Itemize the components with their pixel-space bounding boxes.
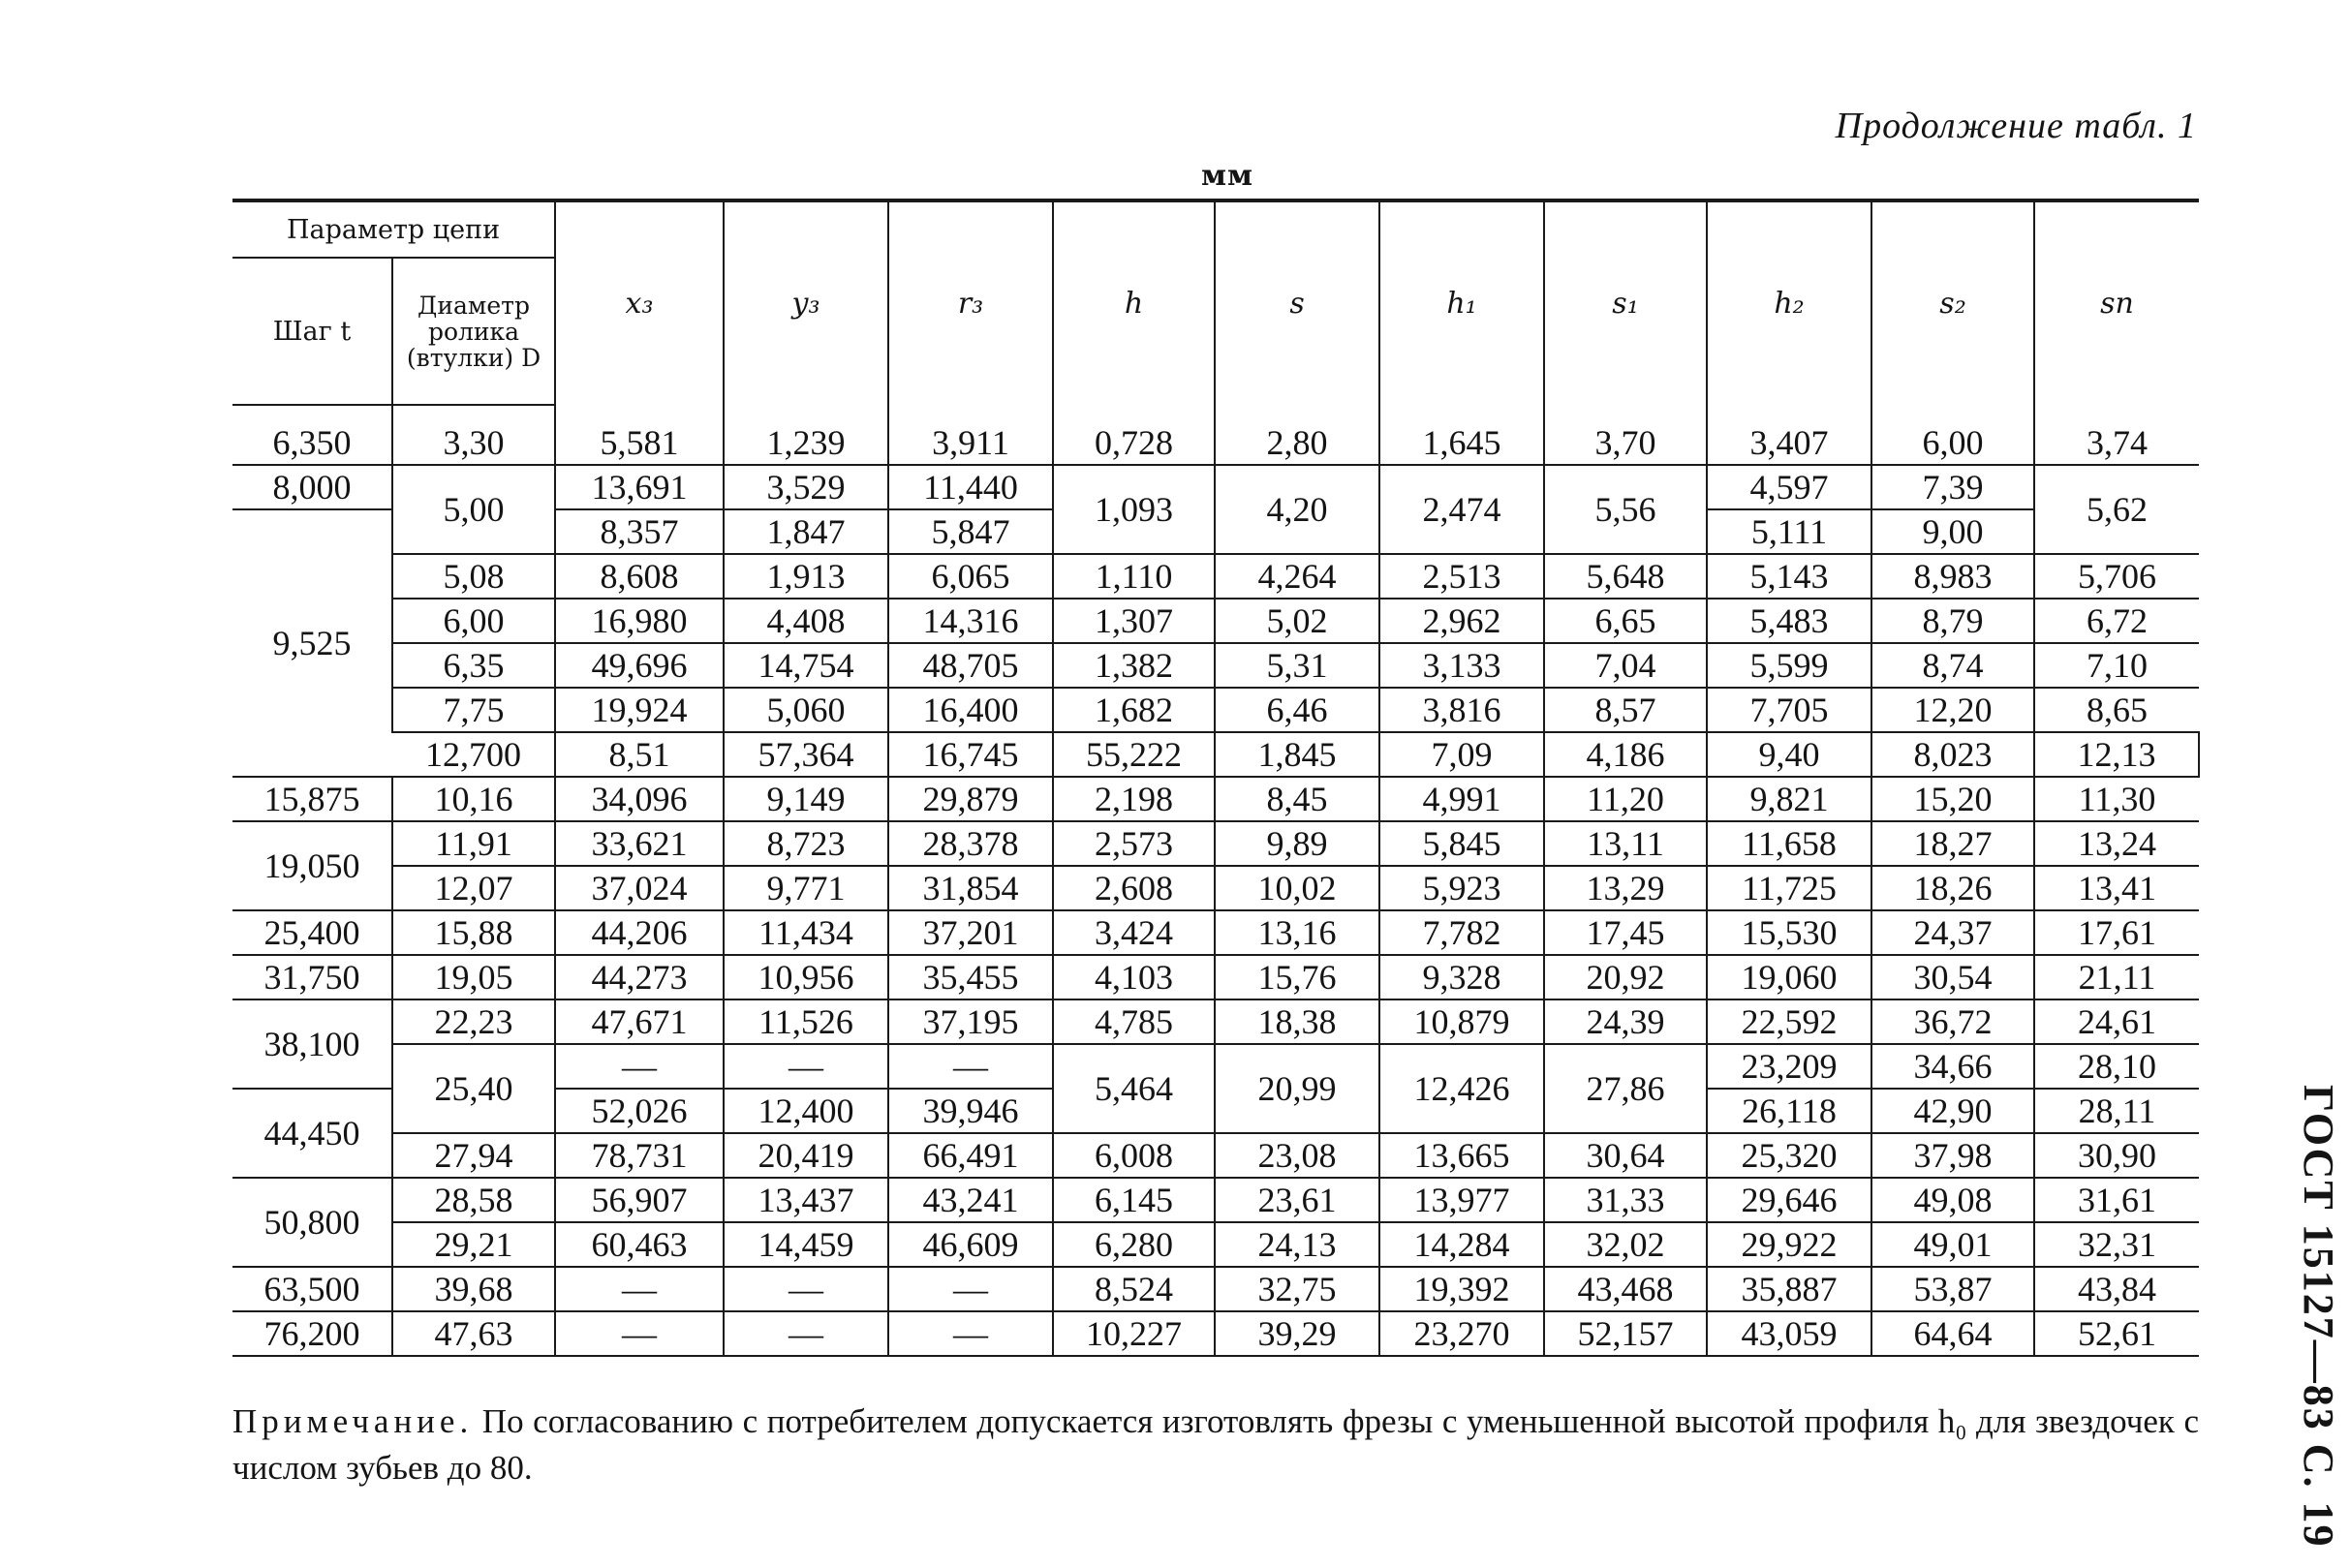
- sn-cell: 28,10: [2034, 1044, 2199, 1089]
- x3-cell: 8,608: [555, 554, 724, 599]
- s2-cell: 42,90: [1871, 1089, 2034, 1133]
- table-row: [232, 643, 2199, 688]
- table-row: [232, 999, 2199, 1044]
- s2-cell: 37,98: [1871, 1133, 2034, 1178]
- h-cell: 1,682: [1053, 688, 1215, 732]
- r3-cell: 46,609: [888, 1222, 1053, 1267]
- s-cell: 5,31: [1215, 643, 1379, 688]
- s1-cell: 6,65: [1544, 599, 1707, 643]
- y3-cell: 11,434: [724, 910, 888, 955]
- x3-cell: 44,273: [555, 955, 724, 999]
- s2-cell: 64,64: [1871, 1311, 2034, 1356]
- x3-cell: 78,731: [555, 1133, 724, 1178]
- s-cell: 18,38: [1215, 999, 1379, 1044]
- h-cell: 4,103: [1053, 955, 1215, 999]
- s2-cell: 12,20: [1871, 688, 2034, 732]
- sn-cell: 8,65: [2034, 688, 2199, 732]
- footnote-text: По согласованию с потребителем допускается изготовлять фрезы с уменьшенной высотой профиля h₀ для звездочек с числом зубьев до 80.: [232, 1402, 2199, 1487]
- table-row: [232, 554, 2199, 599]
- h2-cell: 25,320: [1707, 1133, 1871, 1178]
- h2-cell: 22,592: [1707, 999, 1871, 1044]
- y3-cell: 14,459: [724, 1222, 888, 1267]
- table-row: [232, 866, 2199, 910]
- diameter-cell: 7,75: [392, 688, 555, 732]
- table-row: [232, 1311, 2199, 1356]
- h1-cell: 2,474: [1379, 465, 1544, 554]
- h2-cell: 43,059: [1707, 1311, 1871, 1356]
- r3-cell: 37,201: [888, 910, 1053, 955]
- diameter-cell: 22,23: [392, 999, 555, 1044]
- h2-cell: 26,118: [1707, 1089, 1871, 1133]
- footnote: [232, 1399, 2199, 1491]
- unit-label: мм: [1201, 159, 1254, 193]
- h1-cell: 1,645: [1379, 405, 1544, 465]
- x3-cell: 5,581: [555, 405, 724, 465]
- footnote-label: Примечание.: [232, 1402, 474, 1440]
- sn-cell: 28,11: [2034, 1089, 2199, 1133]
- x3-cell: 52,026: [555, 1089, 724, 1133]
- s1-cell: 32,02: [1544, 1222, 1707, 1267]
- table-row: [232, 688, 2199, 732]
- r3-cell: 35,455: [888, 955, 1053, 999]
- sn-cell: 5,62: [2034, 465, 2199, 554]
- sn-cell: 7,10: [2034, 643, 2199, 688]
- h2-cell: 5,599: [1707, 643, 1871, 688]
- s-cell: 13,16: [1215, 910, 1379, 955]
- y3-cell: 9,771: [724, 866, 888, 910]
- s2-cell: 24,37: [1871, 910, 2034, 955]
- h-cell: 6,145: [1053, 1178, 1215, 1222]
- h2-cell: 4,597: [1707, 465, 1871, 509]
- header-y3: y₃: [724, 200, 888, 405]
- s-cell: 4,264: [1215, 554, 1379, 599]
- chain-parameters-table: [232, 199, 2199, 1357]
- header-chain-parameter: Параметр цепи: [232, 200, 555, 258]
- h-cell: 3,424: [1053, 910, 1215, 955]
- r3-cell: 48,705: [888, 643, 1053, 688]
- diameter-cell: 8,51: [555, 732, 724, 777]
- table-row: [232, 465, 2199, 509]
- y3-cell: 20,419: [724, 1133, 888, 1178]
- h1-cell: 12,426: [1379, 1044, 1544, 1133]
- r3-cell: 66,491: [888, 1133, 1053, 1178]
- diameter-cell: 29,21: [392, 1222, 555, 1267]
- header-s1: s₁: [1544, 200, 1707, 405]
- h2-cell: 15,530: [1707, 910, 1871, 955]
- s2-cell: 15,20: [1871, 777, 2034, 821]
- y3-cell: —: [724, 1311, 888, 1356]
- y3-cell: 4,408: [724, 599, 888, 643]
- sn-cell: 52,61: [2034, 1311, 2199, 1356]
- s1-cell: 17,45: [1544, 910, 1707, 955]
- s2-cell: 18,27: [1871, 821, 2034, 866]
- sn-cell: 30,90: [2034, 1133, 2199, 1178]
- y3-cell: 16,745: [888, 732, 1053, 777]
- s1-cell: 7,04: [1544, 643, 1707, 688]
- h-cell: 6,280: [1053, 1222, 1215, 1267]
- x3-cell: 8,357: [555, 509, 724, 554]
- diameter-cell: 12,07: [392, 866, 555, 910]
- table-row: [232, 732, 2199, 777]
- h-cell: 1,093: [1053, 465, 1215, 554]
- pitch-cell: 44,450: [232, 1089, 392, 1178]
- sn-cell: 6,72: [2034, 599, 2199, 643]
- y3-cell: 11,526: [724, 999, 888, 1044]
- r3-cell: —: [888, 1311, 1053, 1356]
- s2-cell: 49,01: [1871, 1222, 2034, 1267]
- s-cell: 6,46: [1215, 688, 1379, 732]
- header-h1: h₁: [1379, 200, 1544, 405]
- pitch-cell: 12,700: [392, 732, 555, 777]
- h2-cell: 23,209: [1707, 1044, 1871, 1089]
- s-cell: 32,75: [1215, 1267, 1379, 1311]
- x3-cell: 57,364: [724, 732, 888, 777]
- s2-cell: 8,74: [1871, 643, 2034, 688]
- h2-cell: 11,725: [1707, 866, 1871, 910]
- diameter-cell: 10,16: [392, 777, 555, 821]
- s1-cell: 9,40: [1707, 732, 1871, 777]
- pitch-cell: 38,100: [232, 999, 392, 1089]
- x3-cell: 34,096: [555, 777, 724, 821]
- x3-cell: 33,621: [555, 821, 724, 866]
- h2-cell: 5,111: [1707, 509, 1871, 554]
- h2-cell: 19,060: [1707, 955, 1871, 999]
- s2-cell: 12,13: [2034, 732, 2199, 777]
- x3-cell: 47,671: [555, 999, 724, 1044]
- h1-cell: 23,270: [1379, 1311, 1544, 1356]
- pitch-cell: 19,050: [232, 821, 392, 910]
- h1-cell: 10,879: [1379, 999, 1544, 1044]
- table-row: [232, 821, 2199, 866]
- r3-cell: 39,946: [888, 1089, 1053, 1133]
- y3-cell: 3,529: [724, 465, 888, 509]
- diameter-cell: 27,94: [392, 1133, 555, 1178]
- h1-cell: 7,782: [1379, 910, 1544, 955]
- h-cell: 4,785: [1053, 999, 1215, 1044]
- h1-cell: 14,284: [1379, 1222, 1544, 1267]
- h-cell: 1,307: [1053, 599, 1215, 643]
- x3-cell: 13,691: [555, 465, 724, 509]
- table-row: [232, 1044, 2199, 1089]
- r3-cell: 31,854: [888, 866, 1053, 910]
- header-sn: sп: [2034, 200, 2199, 405]
- r3-cell: 55,222: [1053, 732, 1215, 777]
- s-cell: 23,61: [1215, 1178, 1379, 1222]
- s-cell: 20,99: [1215, 1044, 1379, 1133]
- x3-cell: 49,696: [555, 643, 724, 688]
- diameter-cell: 25,40: [392, 1044, 555, 1133]
- standard-page-label: ГОСТ 15127—83 С. 19: [2295, 1085, 2342, 1549]
- h-cell: 1,845: [1215, 732, 1379, 777]
- r3-cell: 11,440: [888, 465, 1053, 509]
- x3-cell: 56,907: [555, 1178, 724, 1222]
- diameter-cell: 39,68: [392, 1267, 555, 1311]
- s1-cell: 27,86: [1544, 1044, 1707, 1133]
- s1-cell: 43,468: [1544, 1267, 1707, 1311]
- h-cell: 8,524: [1053, 1267, 1215, 1311]
- s1-cell: 20,92: [1544, 955, 1707, 999]
- y3-cell: —: [724, 1267, 888, 1311]
- s2-cell: 36,72: [1871, 999, 2034, 1044]
- s2-cell: 9,00: [1871, 509, 2034, 554]
- s1-cell: 52,157: [1544, 1311, 1707, 1356]
- header-h2: h₂: [1707, 200, 1871, 405]
- sn-cell: 13,24: [2034, 821, 2199, 866]
- h1-cell: 19,392: [1379, 1267, 1544, 1311]
- s2-cell: 34,66: [1871, 1044, 2034, 1089]
- h1-cell: 2,513: [1379, 554, 1544, 599]
- s-cell: 9,89: [1215, 821, 1379, 866]
- sn-cell: 3,74: [2034, 405, 2199, 465]
- h-cell: 1,382: [1053, 643, 1215, 688]
- h1-cell: 13,977: [1379, 1178, 1544, 1222]
- diameter-cell: 47,63: [392, 1311, 555, 1356]
- s-cell: 8,45: [1215, 777, 1379, 821]
- h-cell: 6,008: [1053, 1133, 1215, 1178]
- h-cell: 5,464: [1053, 1044, 1215, 1133]
- pitch-cell: 6,350: [232, 405, 392, 465]
- h2-cell: 8,023: [1871, 732, 2034, 777]
- s2-cell: 6,00: [1871, 405, 2034, 465]
- pitch-cell: 15,875: [232, 777, 392, 821]
- pitch-cell: 50,800: [232, 1178, 392, 1267]
- s1-cell: 5,56: [1544, 465, 1707, 554]
- table-row: [232, 955, 2199, 999]
- r3-cell: 29,879: [888, 777, 1053, 821]
- header-s: s: [1215, 200, 1379, 405]
- s-cell: 23,08: [1215, 1133, 1379, 1178]
- r3-cell: 37,195: [888, 999, 1053, 1044]
- h2-cell: 3,407: [1707, 405, 1871, 465]
- y3-cell: 14,754: [724, 643, 888, 688]
- header-pitch: Шаг t: [232, 258, 392, 405]
- h1-cell: 3,816: [1379, 688, 1544, 732]
- s2-cell: 8,79: [1871, 599, 2034, 643]
- r3-cell: 5,847: [888, 509, 1053, 554]
- table-row: [232, 1267, 2199, 1311]
- s-cell: 10,02: [1215, 866, 1379, 910]
- r3-cell: 28,378: [888, 821, 1053, 866]
- table-row: [232, 1133, 2199, 1178]
- h2-cell: 29,646: [1707, 1178, 1871, 1222]
- r3-cell: —: [888, 1267, 1053, 1311]
- r3-cell: 6,065: [888, 554, 1053, 599]
- sn-cell: 17,61: [2034, 910, 2199, 955]
- table-row: [232, 910, 2199, 955]
- sn-cell: 11,30: [2034, 777, 2199, 821]
- sn-cell: 13,41: [2034, 866, 2199, 910]
- diameter-cell: 6,35: [392, 643, 555, 688]
- s2-cell: 49,08: [1871, 1178, 2034, 1222]
- y3-cell: 8,723: [724, 821, 888, 866]
- diameter-cell: 28,58: [392, 1178, 555, 1222]
- s1-cell: 30,64: [1544, 1133, 1707, 1178]
- table-row: [232, 777, 2199, 821]
- s2-cell: 7,39: [1871, 465, 2034, 509]
- pitch-cell: 63,500: [232, 1267, 392, 1311]
- r3-cell: 16,400: [888, 688, 1053, 732]
- s2-cell: 8,983: [1871, 554, 2034, 599]
- y3-cell: —: [724, 1044, 888, 1089]
- h2-cell: 35,887: [1707, 1267, 1871, 1311]
- y3-cell: 13,437: [724, 1178, 888, 1222]
- header-r3: r₃: [888, 200, 1053, 405]
- x3-cell: —: [555, 1311, 724, 1356]
- diameter-cell: 11,91: [392, 821, 555, 866]
- s-cell: 4,20: [1215, 465, 1379, 554]
- header-roller-diameter: Диаметр ролика (втулки) D: [392, 258, 555, 405]
- h1-cell: 3,133: [1379, 643, 1544, 688]
- x3-cell: —: [555, 1267, 724, 1311]
- y3-cell: 1,913: [724, 554, 888, 599]
- h1-cell: 9,328: [1379, 955, 1544, 999]
- diameter-cell: 5,08: [392, 554, 555, 599]
- x3-cell: 37,024: [555, 866, 724, 910]
- pitch-cell: 9,525: [232, 509, 392, 777]
- sn-cell: 31,61: [2034, 1178, 2199, 1222]
- h-cell: 2,198: [1053, 777, 1215, 821]
- x3-cell: 44,206: [555, 910, 724, 955]
- y3-cell: 1,847: [724, 509, 888, 554]
- s1-cell: 31,33: [1544, 1178, 1707, 1222]
- sn-cell: 21,11: [2034, 955, 2199, 999]
- y3-cell: 10,956: [724, 955, 888, 999]
- diameter-cell: 6,00: [392, 599, 555, 643]
- s-cell: 15,76: [1215, 955, 1379, 999]
- header-s2: s₂: [1871, 200, 2034, 405]
- pitch-cell: 25,400: [232, 910, 392, 955]
- r3-cell: 3,911: [888, 405, 1053, 465]
- s1-cell: 13,29: [1544, 866, 1707, 910]
- pitch-cell: 31,750: [232, 955, 392, 999]
- h1-cell: 4,186: [1544, 732, 1707, 777]
- s-cell: 7,09: [1379, 732, 1544, 777]
- h2-cell: 9,821: [1707, 777, 1871, 821]
- s-cell: 39,29: [1215, 1311, 1379, 1356]
- r3-cell: —: [888, 1044, 1053, 1089]
- s1-cell: 8,57: [1544, 688, 1707, 732]
- s-cell: 2,80: [1215, 405, 1379, 465]
- h1-cell: 5,923: [1379, 866, 1544, 910]
- s1-cell: 11,20: [1544, 777, 1707, 821]
- h-cell: 1,110: [1053, 554, 1215, 599]
- h-cell: 2,608: [1053, 866, 1215, 910]
- s-cell: 5,02: [1215, 599, 1379, 643]
- x3-cell: 19,924: [555, 688, 724, 732]
- diameter-cell: 5,00: [392, 465, 555, 554]
- y3-cell: 9,149: [724, 777, 888, 821]
- r3-cell: 43,241: [888, 1178, 1053, 1222]
- h2-cell: 29,922: [1707, 1222, 1871, 1267]
- s1-cell: 3,70: [1544, 405, 1707, 465]
- s2-cell: 18,26: [1871, 866, 2034, 910]
- s1-cell: 5,648: [1544, 554, 1707, 599]
- s1-cell: 13,11: [1544, 821, 1707, 866]
- x3-cell: —: [555, 1044, 724, 1089]
- h-cell: 0,728: [1053, 405, 1215, 465]
- h2-cell: 5,483: [1707, 599, 1871, 643]
- h2-cell: 11,658: [1707, 821, 1871, 866]
- sn-cell: 24,61: [2034, 999, 2199, 1044]
- s2-cell: 30,54: [1871, 955, 2034, 999]
- h1-cell: 13,665: [1379, 1133, 1544, 1178]
- sn-cell: 5,706: [2034, 554, 2199, 599]
- pitch-cell: 76,200: [232, 1311, 392, 1356]
- x3-cell: 60,463: [555, 1222, 724, 1267]
- diameter-cell: 15,88: [392, 910, 555, 955]
- y3-cell: 1,239: [724, 405, 888, 465]
- h-cell: 10,227: [1053, 1311, 1215, 1356]
- table-row: [232, 599, 2199, 643]
- table-row: [232, 1222, 2199, 1267]
- y3-cell: 5,060: [724, 688, 888, 732]
- r3-cell: 14,316: [888, 599, 1053, 643]
- table-row: [232, 405, 2199, 465]
- h1-cell: 4,991: [1379, 777, 1544, 821]
- s2-cell: 53,87: [1871, 1267, 2034, 1311]
- diameter-cell: 3,30: [392, 405, 555, 465]
- x3-cell: 16,980: [555, 599, 724, 643]
- sn-cell: 32,31: [2034, 1222, 2199, 1267]
- h-cell: 2,573: [1053, 821, 1215, 866]
- y3-cell: 12,400: [724, 1089, 888, 1133]
- sn-cell: 43,84: [2034, 1267, 2199, 1311]
- header-x3: x₃: [555, 200, 724, 405]
- h2-cell: 7,705: [1707, 688, 1871, 732]
- s-cell: 24,13: [1215, 1222, 1379, 1267]
- table-row: [232, 1178, 2199, 1222]
- h1-cell: 2,962: [1379, 599, 1544, 643]
- header-h: h: [1053, 200, 1215, 405]
- h1-cell: 5,845: [1379, 821, 1544, 866]
- pitch-cell: 8,000: [232, 465, 392, 509]
- s1-cell: 24,39: [1544, 999, 1707, 1044]
- table-caption: Продолжение табл. 1: [1835, 106, 2197, 146]
- diameter-cell: 19,05: [392, 955, 555, 999]
- h2-cell: 5,143: [1707, 554, 1871, 599]
